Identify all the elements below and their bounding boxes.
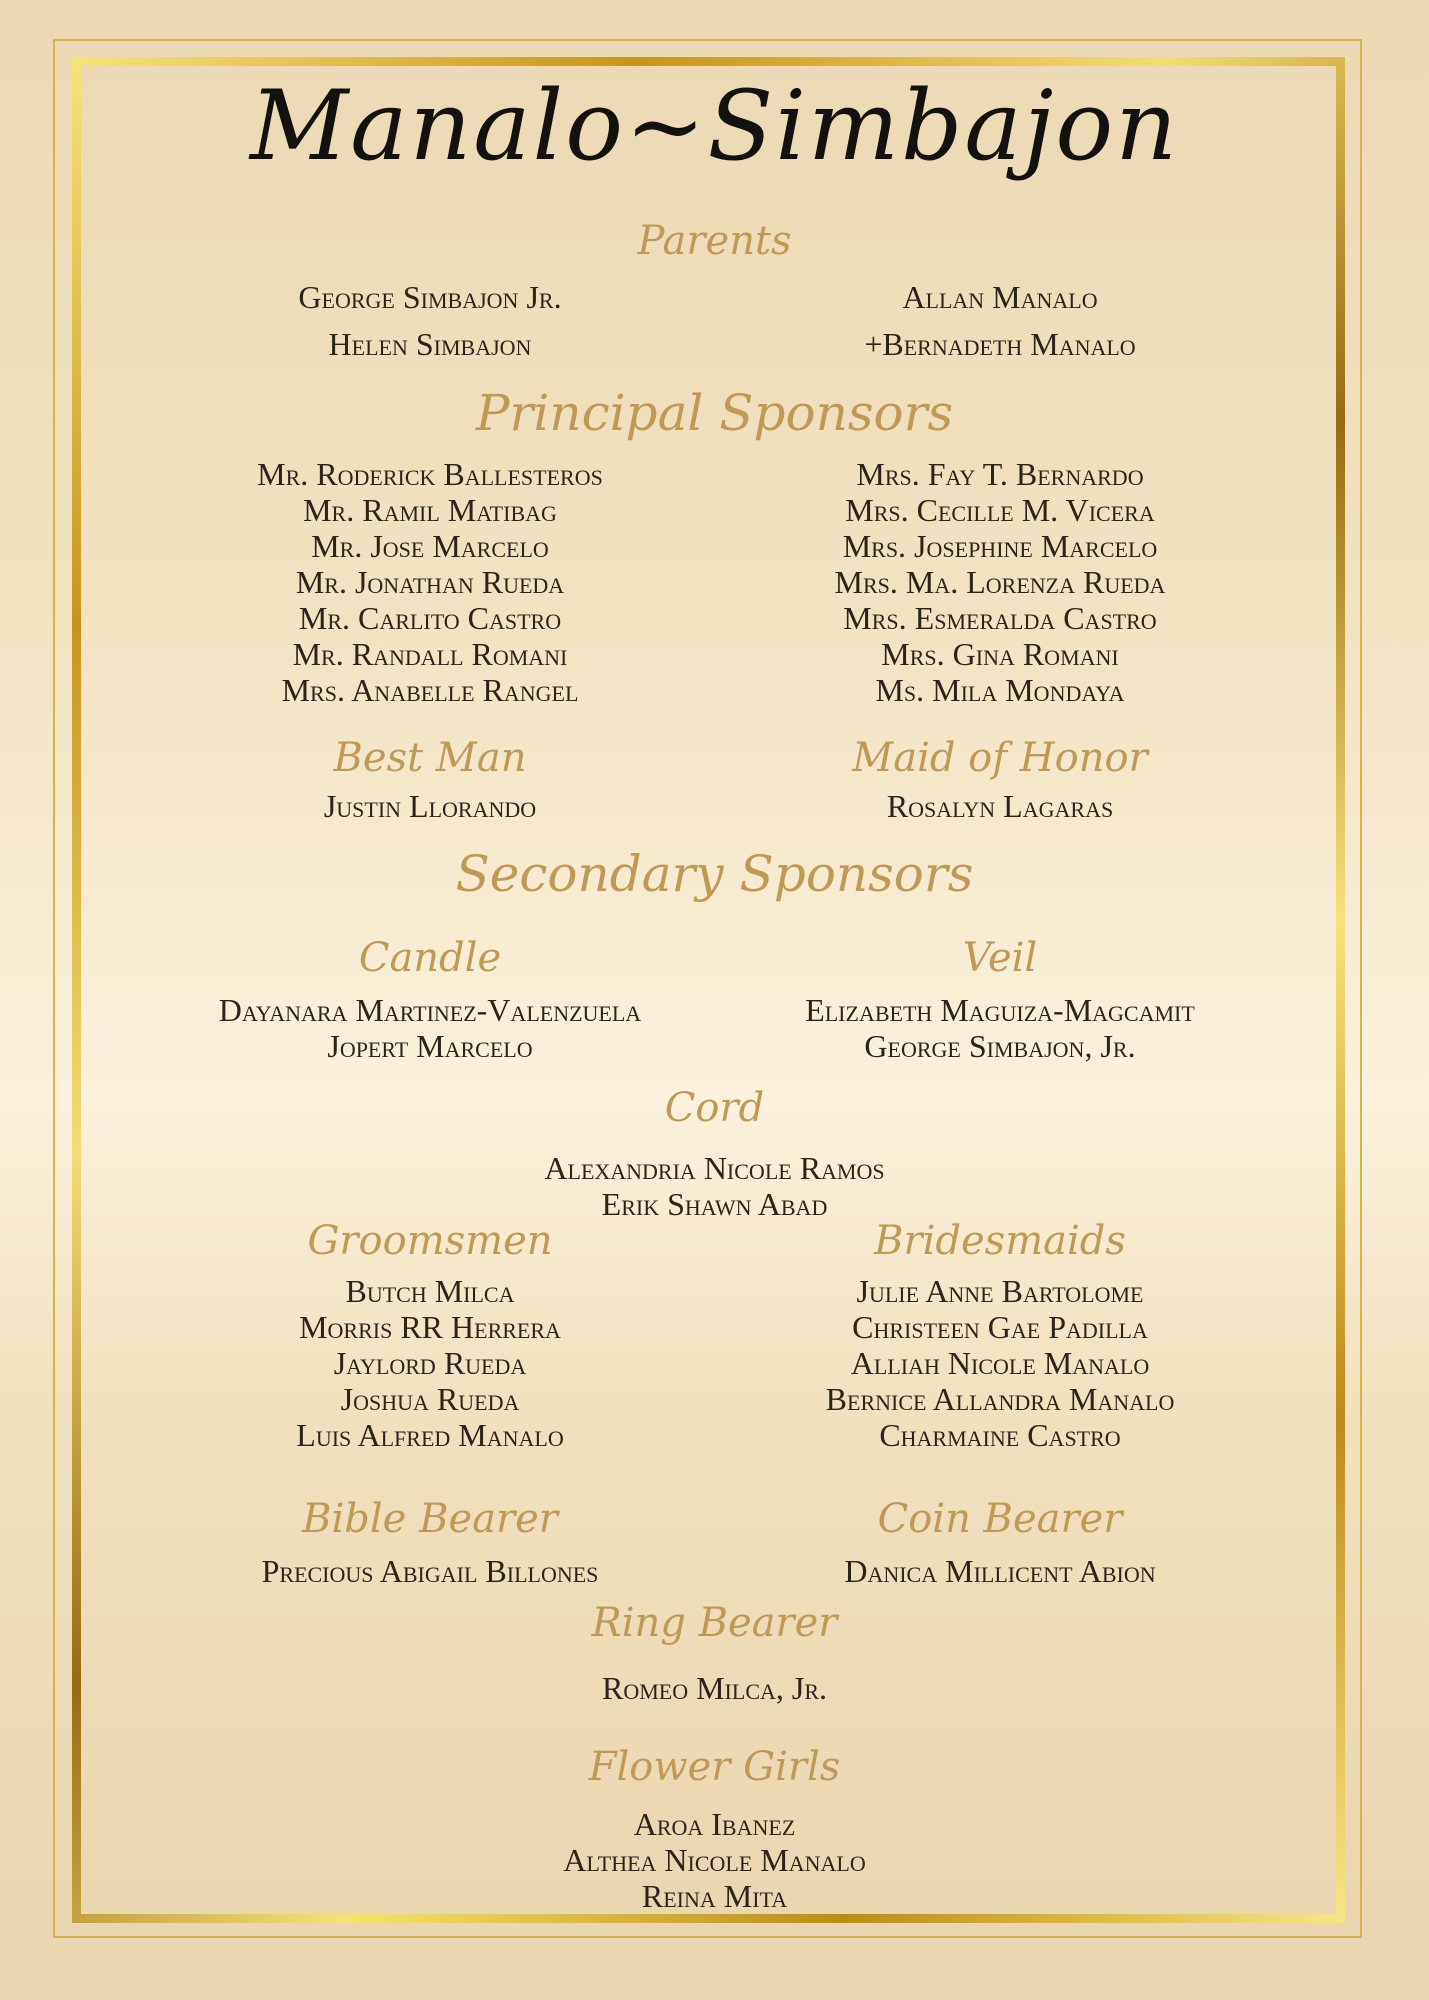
best-man-heading: Best Man [333,735,527,781]
list-item: Jopert Marcelo [327,1028,533,1064]
list-item: Morris RR Herrera [299,1309,561,1345]
couple-title: Manalo~Simbajon [249,70,1180,182]
principal-sponsors-left-list [130,456,730,708]
list-item: +Bernadeth Manalo [864,326,1136,362]
list-item: Aroa Ibanez [633,1806,796,1842]
ring-bearer-list [0,1670,1429,1706]
list-item: Danica Millicent Abion [844,1553,1156,1589]
list-item: Mr. Ramil Matibag [303,492,557,528]
list-item: Julie Anne Bartolome [856,1273,1144,1309]
list-item: Mrs. Anabelle Rangel [281,672,579,708]
list-item: Christeen Gae Padilla [852,1309,1148,1345]
veil-heading: Veil [962,935,1038,981]
list-item: Romeo Milca, Jr. [601,1670,828,1706]
list-item: Alexandria Nicole Ramos [544,1150,885,1186]
list-item: Rosalyn Lagaras [886,788,1114,824]
list-item: Mrs. Gina Romani [881,636,1119,672]
bridesmaids-list [700,1273,1300,1453]
list-item: Helen Simbajon [328,326,532,362]
list-item: Joshua Rueda [340,1381,520,1417]
flower-girls-heading: Flower Girls [588,1744,841,1790]
list-item: Reina Mita [641,1878,788,1914]
groomsmen-list [130,1273,730,1453]
list-item: Luis Alfred Manalo [296,1417,564,1453]
secondary-sponsors-heading: Secondary Sponsors [455,845,974,903]
list-item: Bernice Allandra Manalo [825,1381,1175,1417]
cord-list [0,1150,1429,1222]
list-item: Precious Abigail Billones [261,1553,599,1589]
groomsmen-heading: Groomsmen [307,1218,553,1264]
coin-bearer-list [700,1553,1300,1589]
list-item: Mr. Randall Romani [292,636,568,672]
list-item: Charmaine Castro [879,1417,1121,1453]
list-item: Mrs. Esmeralda Castro [843,600,1157,636]
maid-of-honor-list [700,788,1300,824]
list-item: Mr. Carlito Castro [298,600,562,636]
ring-bearer-heading: Ring Bearer [591,1600,838,1646]
list-item: Allan Manalo [902,279,1098,315]
list-item: Jaylord Rueda [333,1345,527,1381]
list-item: Justin Llorando [323,788,537,824]
list-item: Mrs. Ma. Lorenza Rueda [834,564,1166,600]
principal-sponsors-right-list [700,456,1300,708]
list-item: Mr. Jonathan Rueda [295,564,565,600]
bridesmaids-heading: Bridesmaids [874,1218,1126,1264]
list-item: Dayanara Martinez-Valenzuela [218,992,642,1028]
list-item: Ms. Mila Mondaya [875,672,1125,708]
candle-list [130,992,730,1064]
list-item: George Simbajon, Jr. [864,1028,1136,1064]
list-item: Erik Shawn Abad [601,1186,828,1222]
principal-sponsors-heading: Principal Sponsors [475,384,954,442]
bible-bearer-list [130,1553,730,1589]
list-item: Mrs. Fay T. Bernardo [856,456,1144,492]
coin-bearer-heading: Coin Bearer [877,1496,1123,1542]
candle-heading: Candle [358,935,502,981]
flower-girls-list [0,1806,1429,1914]
list-item: Mrs. Cecille M. Vicera [845,492,1155,528]
list-item: George Simbajon Jr. [298,279,562,315]
parents-left-list [130,274,730,368]
bible-bearer-heading: Bible Bearer [302,1496,558,1542]
list-item: Mr. Jose Marcelo [311,528,549,564]
veil-list [700,992,1300,1064]
parents-right-list [700,274,1300,368]
maid-of-honor-heading: Maid of Honor [852,735,1148,781]
list-item: Alliah Nicole Manalo [850,1345,1150,1381]
parents-heading: Parents [637,218,792,264]
list-item: Althea Nicole Manalo [563,1842,866,1878]
best-man-list [130,788,730,824]
list-item: Butch Milca [345,1273,515,1309]
list-item: Elizabeth Maguiza-Magcamit [805,992,1195,1028]
cord-heading: Cord [664,1085,765,1131]
list-item: Mr. Roderick Ballesteros [257,456,603,492]
list-item: Mrs. Josephine Marcelo [842,528,1158,564]
